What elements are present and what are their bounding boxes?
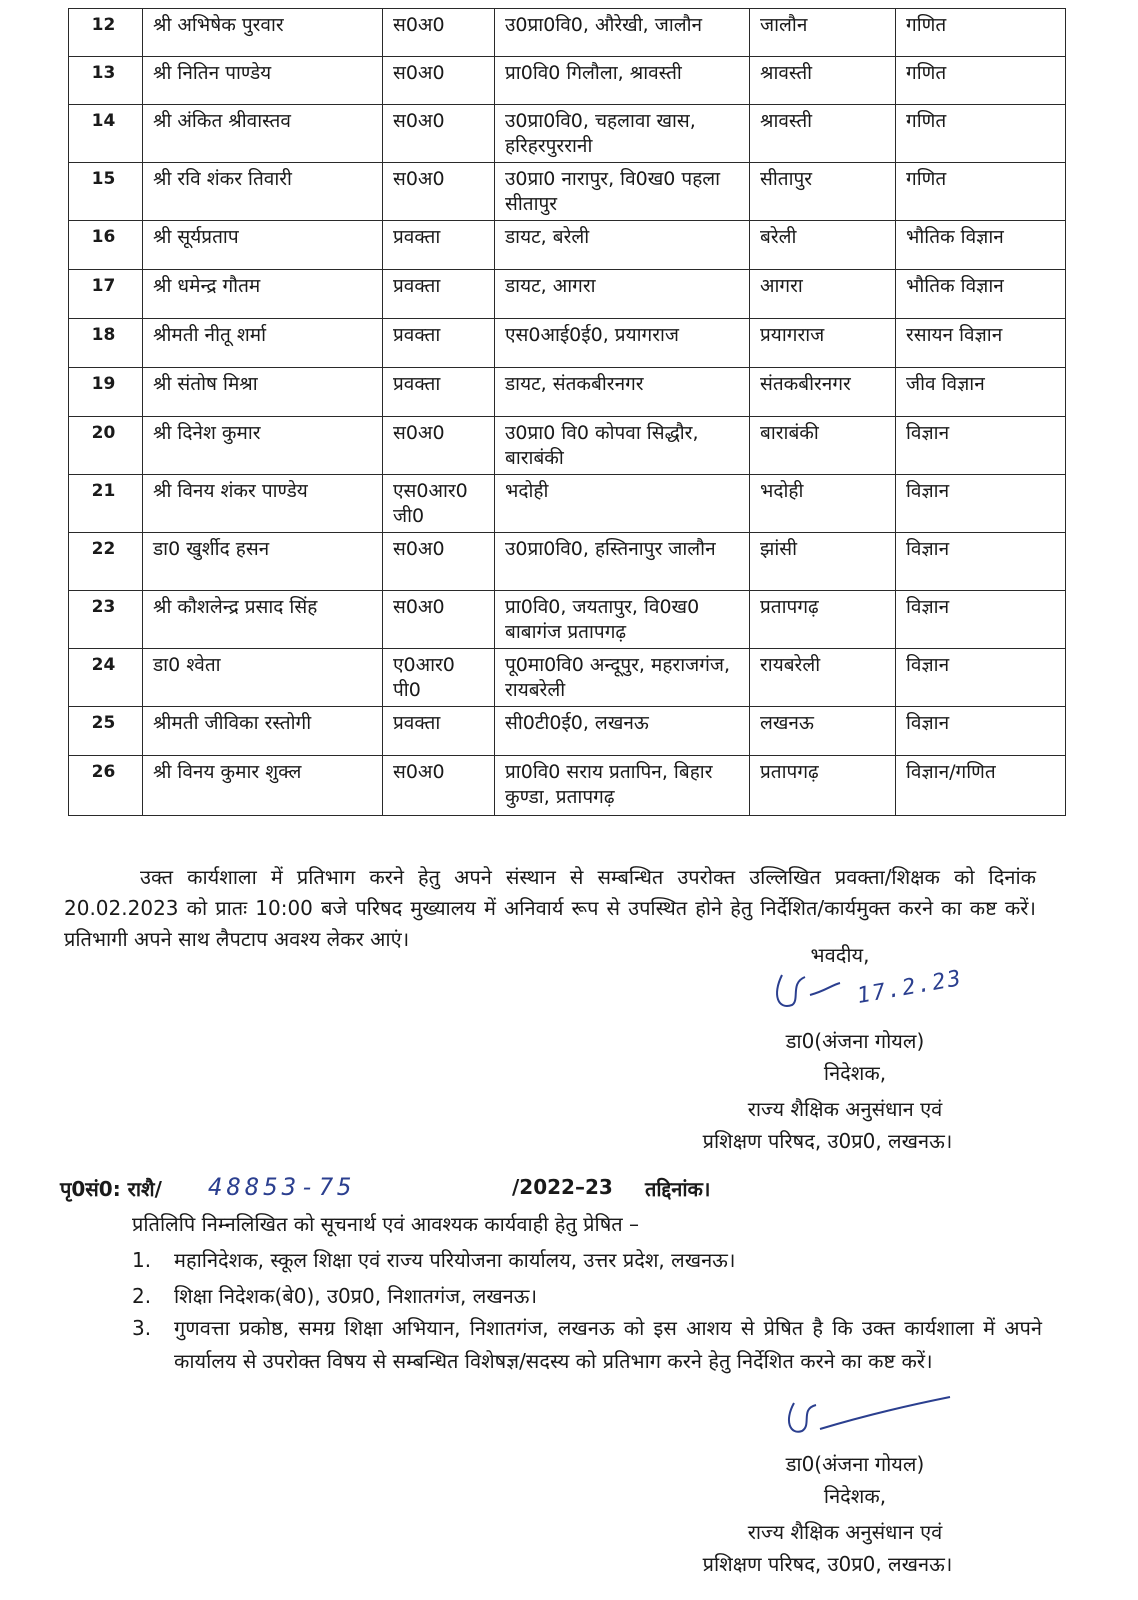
copy-number: 1.: [132, 1248, 152, 1272]
copy-intro: प्रतिलिपि निम्नलिखित को सूचनार्थ एवं आवश्यक कार्यवाही हेतु प्रेषित –: [132, 1212, 640, 1236]
table-cell-school: उ0प्रा0वि0, औरेखी, जालौन: [495, 9, 750, 57]
table-cell-sn: 15: [69, 163, 143, 221]
table-cell-post: स0अ0: [383, 756, 495, 816]
table-cell-sn: 18: [69, 319, 143, 368]
table-cell-post: स0अ0: [383, 9, 495, 57]
table-cell-district: श्रावस्ती: [750, 57, 896, 105]
table-cell-school: एस0आई0ई0, प्रयागराज: [495, 319, 750, 368]
table-cell-school: प्रा0वि0, जयतापुर, वि0ख0 बाबागंज प्रतापगढ़: [495, 591, 750, 649]
table-cell-school: सी0टी0ई0, लखनऊ: [495, 707, 750, 756]
table-row: [69, 475, 1066, 533]
copy-number: 2.: [132, 1284, 152, 1308]
table-cell-subject: विज्ञान/गणित: [896, 756, 1066, 816]
table-cell-name: डा0 खुर्शीद हसन: [143, 533, 383, 591]
signatory-block-1: [740, 1025, 970, 1089]
reference-number: 48853-75: [208, 1173, 356, 1201]
table-cell-sn: 26: [69, 756, 143, 816]
copy-text: शिक्षा निदेशक(बे0), उ0प्र0, निशातगंज, लखनऊ।: [174, 1284, 538, 1308]
table-cell-post: स0अ0: [383, 163, 495, 221]
signatory-block-2: [740, 1448, 970, 1512]
table-cell-subject: विज्ञान: [896, 707, 1066, 756]
table-cell-district: जालौन: [750, 9, 896, 57]
table-cell-district: झांसी: [750, 533, 896, 591]
table-cell-school: उ0प्रा0वि0, चहलावा खास, हरिहरपुररानी: [495, 105, 750, 163]
table-cell-subject: गणित: [896, 9, 1066, 57]
table-cell-subject: गणित: [896, 105, 1066, 163]
signatory-designation: निदेशक,: [823, 1061, 887, 1085]
table-cell-district: बरेली: [750, 221, 896, 270]
table-cell-post: प्रवक्ता: [383, 707, 495, 756]
reference-year: /2022–23: [512, 1175, 613, 1199]
table-cell-subject: रसायन विज्ञान: [896, 319, 1066, 368]
table-cell-name: श्री सूर्यप्रताप: [143, 221, 383, 270]
signatory-org-line2: प्रशिक्षण परिषद, उ0प्र0, लखनऊ।: [702, 1552, 953, 1576]
table-cell-district: आगरा: [750, 270, 896, 319]
signatory-org-line2: प्रशिक्षण परिषद, उ0प्र0, लखनऊ।: [702, 1129, 953, 1153]
table-cell-district: सीतापुर: [750, 163, 896, 221]
copy-text: महानिदेशक, स्कूल शिक्षा एवं राज्य परियोजना कार्यालय, उत्तर प्रदेश, लखनऊ।: [174, 1248, 736, 1272]
reference-line: [60, 1175, 1060, 1209]
instruction-paragraph: उक्त कार्यशाला में प्रतिभाग करने हेतु अपने संस्थान से सम्बन्धित उपरोक्त उल्लिखित प्रवक्ता/शिक्षक को दिनांक 20.02.2023 को प्रातः 10:00 बजे परिषद मुख्यालय में अनिवार्य रूप से उपस्थित होने हेतु निर्देशित/कार्यमुक्त करने का कष्ट करें। प्रतिभागी अपने साथ लैपटाप अवश्य लेकर आएं।: [64, 865, 1036, 951]
table-cell-school: पू0मा0वि0 अन्दूपुर, महराजगंज, रायबरेली: [495, 649, 750, 707]
table-cell-post: स0अ0: [383, 417, 495, 475]
table-cell-name: श्री नितिन पाण्डेय: [143, 57, 383, 105]
table-cell-name: श्री संतोष मिश्रा: [143, 368, 383, 417]
signature-2: [780, 1395, 960, 1450]
table-row: [69, 105, 1066, 163]
table-cell-subject: गणित: [896, 163, 1066, 221]
table-cell-subject: गणित: [896, 57, 1066, 105]
table-cell-name: श्री कौशलेन्द्र प्रसाद सिंह: [143, 591, 383, 649]
table-row: [69, 417, 1066, 475]
table-row: [69, 221, 1066, 270]
signature-date: 17.2.23: [855, 965, 965, 1010]
table-cell-post: स0अ0: [383, 105, 495, 163]
participant-table: [68, 8, 1066, 816]
table-cell-post: स0अ0: [383, 533, 495, 591]
signatory-org-line1: राज्य शैक्षिक अनुसंधान एवं: [747, 1097, 943, 1121]
table-cell-name: श्री अंकित श्रीवास्तव: [143, 105, 383, 163]
table-cell-school: प्रा0वि0 गिलौला, श्रावस्ती: [495, 57, 750, 105]
table-cell-subject: विज्ञान: [896, 475, 1066, 533]
table-cell-subject: विज्ञान: [896, 417, 1066, 475]
closing-text: भवदीय,: [810, 943, 870, 967]
table-row: [69, 270, 1066, 319]
table-cell-sn: 25: [69, 707, 143, 756]
table-cell-district: प्रतापगढ़: [750, 756, 896, 816]
table-cell-sn: 19: [69, 368, 143, 417]
table-cell-school: डायट, आगरा: [495, 270, 750, 319]
table-cell-post: प्रवक्ता: [383, 319, 495, 368]
table-cell-sn: 17: [69, 270, 143, 319]
table-cell-sn: 12: [69, 9, 143, 57]
table-row: [69, 163, 1066, 221]
copy-item: [132, 1312, 1042, 1378]
table-cell-name: श्री रवि शंकर तिवारी: [143, 163, 383, 221]
table-row: [69, 9, 1066, 57]
table-cell-name: श्री धमेन्द्र गौतम: [143, 270, 383, 319]
table-cell-school: उ0प्रा0 नारापुर, वि0ख0 पहला सीतापुर: [495, 163, 750, 221]
table-row: [69, 756, 1066, 816]
table-cell-district: संतकबीरनगर: [750, 368, 896, 417]
table-cell-name: श्री अभिषेक पुरवार: [143, 9, 383, 57]
signatory-org-line1: राज्य शैक्षिक अनुसंधान एवं: [747, 1520, 943, 1544]
table-cell-post: प्रवक्ता: [383, 270, 495, 319]
table-cell-post: स0अ0: [383, 57, 495, 105]
table-cell-district: श्रावस्ती: [750, 105, 896, 163]
table-cell-post: एस0आर0 जी0: [383, 475, 495, 533]
table-cell-post: ए0आर0 पी0: [383, 649, 495, 707]
signatory-name: डा0(अंजना गोयल): [785, 1029, 925, 1053]
table-cell-sn: 13: [69, 57, 143, 105]
table-cell-sn: 21: [69, 475, 143, 533]
table-cell-name: श्री विनय कुमार शुक्ल: [143, 756, 383, 816]
table-cell-post: स0अ0: [383, 591, 495, 649]
copy-number: 3.: [132, 1316, 152, 1340]
table-row: [69, 368, 1066, 417]
table-cell-subject: विज्ञान: [896, 533, 1066, 591]
reference-prefix: पृ0सं0: राशै/: [60, 1177, 162, 1201]
table-cell-school: भदोही: [495, 475, 750, 533]
table-cell-sn: 24: [69, 649, 143, 707]
table-cell-subject: भौतिक विज्ञान: [896, 270, 1066, 319]
table-cell-subject: जीव विज्ञान: [896, 368, 1066, 417]
table-cell-sn: 23: [69, 591, 143, 649]
table-cell-school: डायट, संतकबीरनगर: [495, 368, 750, 417]
table-cell-name: श्री दिनेश कुमार: [143, 417, 383, 475]
copy-item: [132, 1244, 1042, 1277]
table-cell-district: रायबरेली: [750, 649, 896, 707]
table-row: [69, 57, 1066, 105]
table-cell-school: प्रा0वि0 सराय प्रतापिन, बिहार कुण्डा, प्रतापगढ़: [495, 756, 750, 816]
table-cell-post: प्रवक्ता: [383, 368, 495, 417]
table-cell-name: श्री विनय शंकर पाण्डेय: [143, 475, 383, 533]
reference-date: तद्दिनांक।: [645, 1177, 711, 1201]
table-cell-sn: 20: [69, 417, 143, 475]
table-cell-post: प्रवक्ता: [383, 221, 495, 270]
copy-item: [132, 1280, 1042, 1313]
table-cell-school: डायट, बरेली: [495, 221, 750, 270]
signatory-name: डा0(अंजना गोयल): [785, 1452, 925, 1476]
table-cell-school: उ0प्रा0 वि0 कोपवा सिद्धौर, बाराबंकी: [495, 417, 750, 475]
table-cell-subject: भौतिक विज्ञान: [896, 221, 1066, 270]
table-cell-district: बाराबंकी: [750, 417, 896, 475]
table-cell-subject: विज्ञान: [896, 649, 1066, 707]
table-cell-name: श्रीमती नीतू शर्मा: [143, 319, 383, 368]
table-cell-district: भदोही: [750, 475, 896, 533]
table-row: [69, 707, 1066, 756]
table-row: [69, 649, 1066, 707]
table-cell-sn: 22: [69, 533, 143, 591]
table-cell-district: प्रयागराज: [750, 319, 896, 368]
table-cell-sn: 16: [69, 221, 143, 270]
table-cell-name: डा0 श्वेता: [143, 649, 383, 707]
table-cell-school: उ0प्रा0वि0, हस्तिनापुर जालौन: [495, 533, 750, 591]
table-cell-sn: 14: [69, 105, 143, 163]
table-row: [69, 533, 1066, 591]
table-cell-subject: विज्ञान: [896, 591, 1066, 649]
table-cell-district: लखनऊ: [750, 707, 896, 756]
table-cell-name: श्रीमती जीविका रस्तोगी: [143, 707, 383, 756]
copy-text: गुणवत्ता प्रकोष्ठ, समग्र शिक्षा अभियान, निशातगंज, लखनऊ को इस आशय से प्रेषित है कि उक्त कार्यशाला में अपने कार्यालय से उपरोक्त विषय से सम्बन्धित विशेषज्ञ/सदस्य को प्रतिभाग करने हेतु निर्देशित करने का कष्ट करें।: [174, 1316, 1042, 1373]
table-row: [69, 319, 1066, 368]
signatory-designation: निदेशक,: [823, 1484, 887, 1508]
table-cell-district: प्रतापगढ़: [750, 591, 896, 649]
table-row: [69, 591, 1066, 649]
